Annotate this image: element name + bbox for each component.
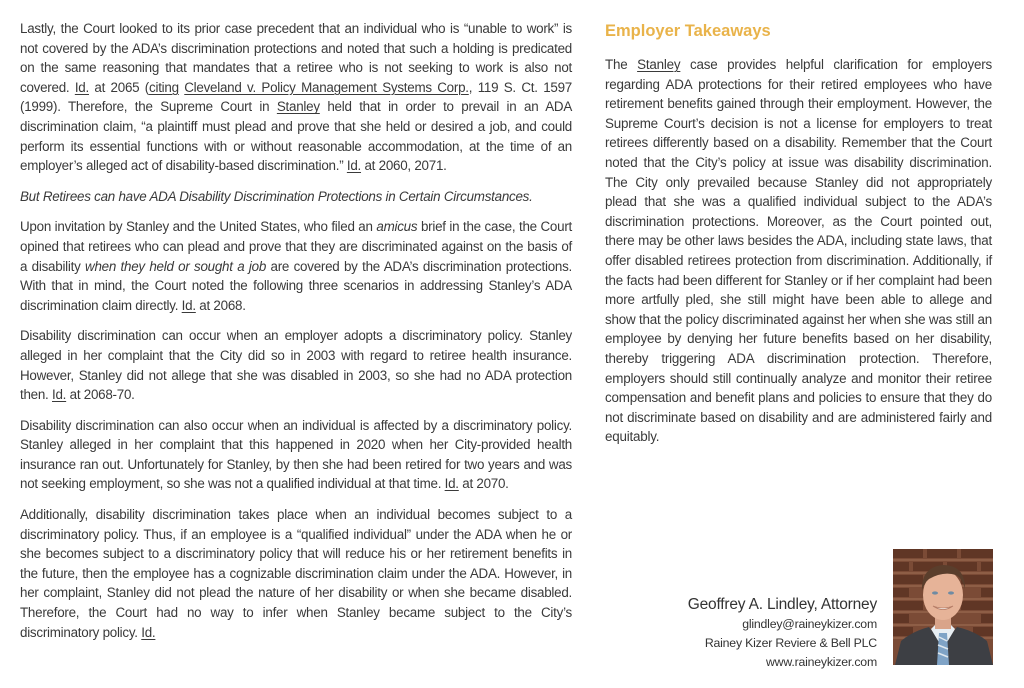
right-column <box>605 20 992 447</box>
citation-id: Id. <box>141 624 156 640</box>
text: at 2068. <box>195 297 246 313</box>
author-firm: Rainey Kizer Reviere & Bell PLC <box>704 636 877 650</box>
citation-id: Id. <box>74 79 89 95</box>
author-website: www.raineykizer.com <box>765 655 877 669</box>
citation-id: Id. <box>181 297 196 313</box>
paragraph-scenario-subject <box>20 505 572 642</box>
section-heading-employer-takeaways: Employer Takeaways <box>605 22 771 40</box>
author-email: glindley@raineykizer.com <box>742 617 877 631</box>
case-name-stanley: Stanley <box>637 57 681 72</box>
text: Lastly, the Court looked to its prior case precedent that an individual who is “unable to work” is not covered by the ADA’s discrimination protections and noted that such a holding is predicated on the same reasoning that mandates that a retiree who is not seeking to work is also not covered. <box>20 21 572 95</box>
citation-id: Id. <box>52 387 67 403</box>
citation-id: Id. <box>346 158 362 174</box>
portrait-icon <box>893 549 993 665</box>
author-signature <box>688 594 877 672</box>
text: , 119 S. Ct. 1597 (1999). Therefore, the Supreme Court in <box>20 79 572 115</box>
text: Additionally, disability discrimination takes place when an individual becomes subject to a discriminatory policy. Thus, if an employee is a “qualified individual” under the ADA when he or she becomes subject to a discriminatory policy that will reduce his or her retirement benefits in the future, then the employee has a cognizable discrimination claim under the ADA. However, in her complaint, Stanley did not plead the nature of her disability or when she became disabled. Therefore, the Court had no way to infer when Stanley became subject to the City’s discriminatory policy. <box>20 507 572 640</box>
text: at 2065 ( <box>88 79 150 95</box>
amicus-term: amicus <box>376 219 418 235</box>
paragraph-prior-precedent <box>20 19 572 176</box>
text: at 2060, 2071. <box>361 158 447 174</box>
text: at 2068-70. <box>66 387 135 403</box>
citing-signal: citing <box>149 79 179 95</box>
author-name: Geoffrey A. Lindley, Attorney <box>687 596 877 613</box>
text: at 2070. <box>458 476 509 492</box>
emphasis-text: when they held or sought a job <box>85 258 267 274</box>
text: Disability discrimination can occur when an employer adopts a discriminatory policy. Stanley alleged in her complaint that the City did so in 2003 with regard to retiree health insurance. However, Stanley did not allege that she was disabled in 2003, so she had no ADA protection then. <box>20 328 572 403</box>
paragraph-takeaways <box>605 55 992 447</box>
text: brief in the case, the Court opined that retirees who can plead and prove that they are discriminated against on the basis of a disability <box>20 219 572 274</box>
case-name-cleveland: Cleveland v. Policy Management Systems Corp. <box>184 79 469 95</box>
text: The <box>605 57 638 72</box>
author-photo <box>893 549 993 665</box>
paragraph-scenario-affected <box>20 416 572 494</box>
text: held that in order to prevail in an ADA discrimination claim, “a plaintiff must plead and prove that she held or desired a job, and could perform its essential functions with or without reasonable accommodation, at the time of an employer’s alleged act of disability-based discrimination.” <box>20 99 572 174</box>
text: Upon invitation by Stanley and the United States, who filed an <box>20 219 377 235</box>
text: Disability discrimination can also occur when an individual is affected by a discriminatory policy. Stanley alleged in her complaint that this happened in 2020 when her City-provided health insurance ran out. Unfortunately for Stanley, by then she had been retired for two years and was not seeking employment, so she was not a qualified individual at that time. <box>20 417 572 492</box>
left-column <box>20 19 572 653</box>
paragraph-amicus <box>20 217 572 315</box>
text: case provides helpful clarification for employers regarding ADA protections for their retired employees who have retirement benefits gained through their employment. However, the Supreme Court’s decision is not a license for employers to treat retirees differently based on a disability. Remember that the Court noted that the City’s policy at issue was disability discrimination. The City only prevailed because Stanley did not appropriately plead that she was a qualified individual subject to the ADA’s discrimination protections. Moreover, as the Court pointed out, there may be other laws besides the ADA, including state laws, that offer disabled retirees protection from discrimination. Additionally, if the facts had been different for Stanley or if her complaint had been more artfully pled, she still might have been able to allege and show that the policy discriminated against her when she was still an employee by denying her future benefits based on her disability, thereby triggering ADA discrimination protection. Therefore, employers should still continually analyze and monitor their retiree compensation and benefit plans and policies to ensure that they do not discriminate based on disability and are administered fairly and equitably. <box>605 57 992 445</box>
case-name-stanley: Stanley <box>276 99 320 115</box>
citation-id: Id. <box>444 476 459 492</box>
section-subheading: But Retirees can have ADA Disability Discrimination Protections in Certain Circumstances. <box>20 188 533 204</box>
text: are covered by the ADA’s discrimination protections. With that in mind, the Court noted the following three scenarios in addressing Stanley’s ADA discrimination claim directly. <box>20 258 573 313</box>
paragraph-scenario-adopts <box>20 326 572 404</box>
